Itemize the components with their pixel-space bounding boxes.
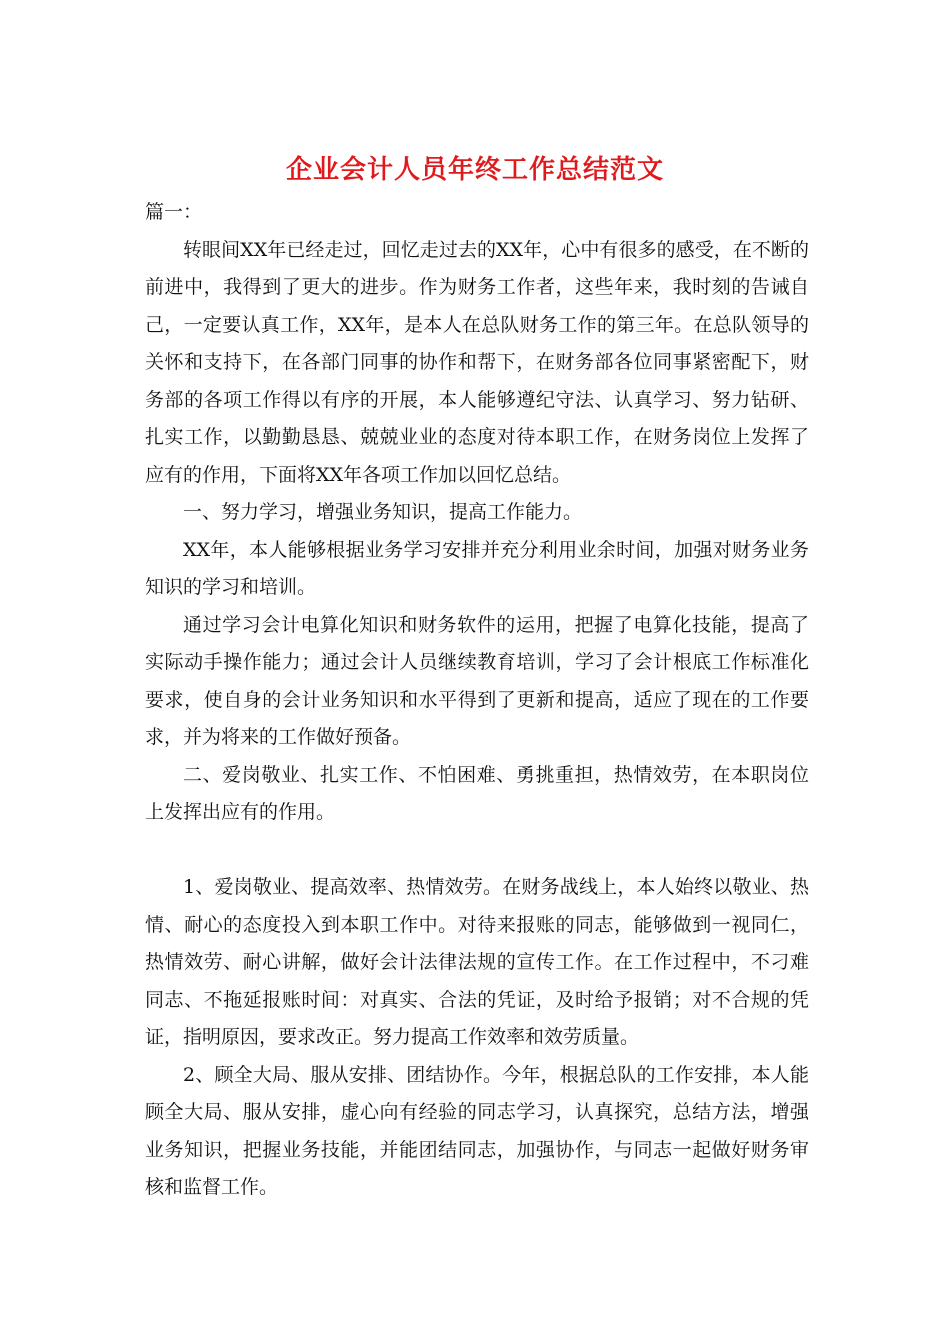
document-body (145, 194, 809, 1207)
document-title: 企业会计人员年终工作总结范文 (285, 155, 664, 185)
paragraph-item-1: 1、爱岗敬业、提高效率、热情效劳。在财务战线上，本人始终以敬业、热情、耐心的态度投入到本职工作中。对待来报账的同志，能够做到一视同仁，热情效劳、耐心讲解，做好会计法律法规的宣传工作。在工作过程中，不刁难同志、不拖延报账时间：对真实、合法的凭证，及时给予报销；对不合规的凭证，指明原因，要求改正。努力提高工作效率和效劳质量。 (145, 876, 809, 1048)
heading-study: 一、努力学习，增强业务知识，提高工作能力。 (183, 501, 583, 523)
blank-line (145, 832, 809, 870)
paragraph-training: 通过学习会计电算化知识和财务软件的运用，把握了电算化技能，提高了实际动手操作能力；通过会计人员继续教育培训，学习了会计根底工作标准化要求，使自身的会计业务知识和水平得到了更新和提高，适应了现在的工作要求，并为将来的工作做好预备。 (145, 613, 809, 748)
heading-dedication: 二、爱岗敬业、扎实工作、不怕困难、勇挑重担，热情效劳，在本职岗位上发挥出应有的作用。 (145, 763, 809, 823)
paragraph-intro: 转眼间XX年已经走过，回忆走过去的XX年，心中有很多的感受，在不断的前进中，我得到了更大的进步。作为财务工作者，这些年来，我时刻的告诫自己，一定要认真工作，XX年，是本人在总队财务工作的第三年。在总队领导的关怀和支持下，在各部门同事的协作和帮下，在财务部各位同事紧密配下，财务部的各项工作得以有序的开展，本人能够遵纪守法、认真学习、努力钻研、扎实工作，以勤勤恳恳、兢兢业业的态度对待本职工作，在财务岗位上发挥了应有的作用，下面将XX年各项工作加以回忆总结。 (145, 238, 809, 486)
paragraph-item-2: 2、顾全大局、服从安排、团结协作。今年，根据总队的工作安排，本人能顾全大局、服从安排，虚心向有经验的同志学习，认真探究，总结方法，增强业务知识，把握业务技能，并能团结同志，加强协作，与同志一起做好财务审核和监督工作。 (145, 1063, 809, 1198)
section-label: 篇一： (145, 201, 203, 223)
paragraph-study: XX年，本人能够根据业务学习安排并充分利用业余时间，加强对财务业务知识的学习和培训。 (145, 538, 809, 598)
